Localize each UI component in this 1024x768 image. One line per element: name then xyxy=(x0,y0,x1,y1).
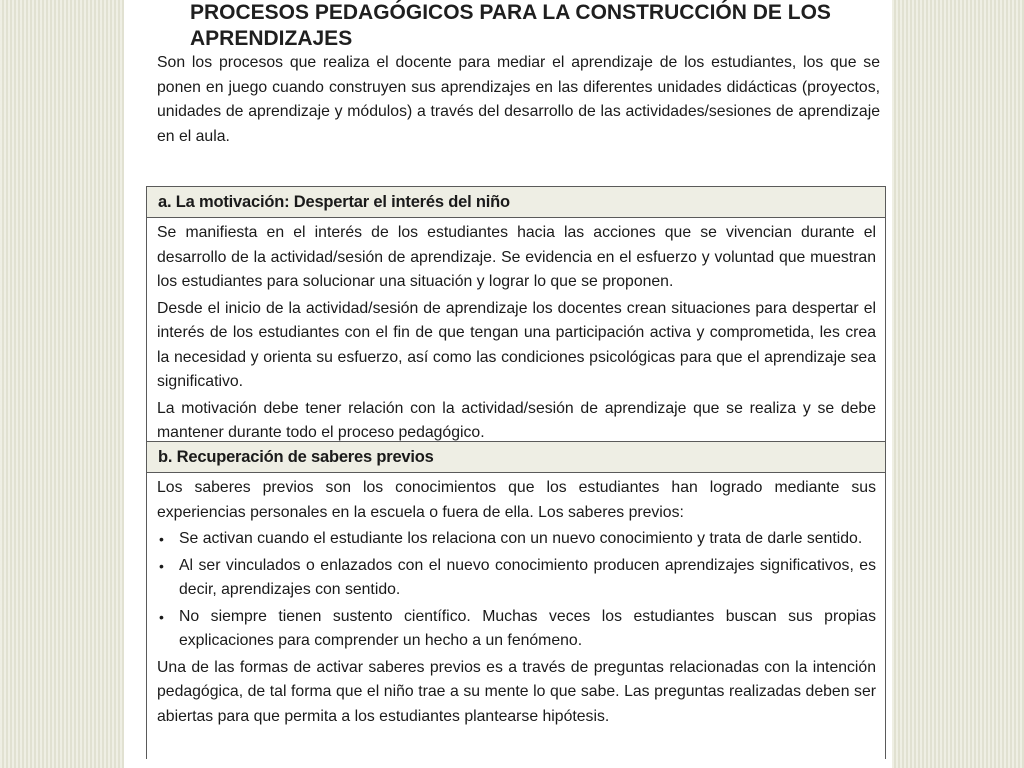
section-a-paragraph: Desde el inicio de la actividad/sesión de aprendizaje los docentes crean situaciones para despertar el interés de los estudiantes con el fin de que tengan una participación activa y comprometida, les crea la necesidad y orienta su esfuerzo, así como las condiciones psicológicas para que el aprendizaje sea significativo. xyxy=(157,299,876,390)
section-a-paragraph: La motivación debe tener relación con la actividad/sesión de aprendizaje que se realiza y se debe mantener durante todo el proceso pedagógico. xyxy=(157,399,876,441)
bullet-icon: • xyxy=(159,608,164,625)
bullet-icon: • xyxy=(159,557,164,574)
section-a-heading: a. La motivación: Despertar el interés del niño xyxy=(147,187,885,218)
section-b-closing: Una de las formas de activar saberes previos es a través de preguntas relacionadas con la intención pedagógica, de tal forma que el niño trae a su mente lo que sabe. Las preguntas realizadas deben ser abiertas para que permita a los estudiantes plantearse hipótesis. xyxy=(157,658,876,725)
left-background-stripe xyxy=(0,0,124,768)
bullet-icon: • xyxy=(159,531,164,547)
document-page xyxy=(124,0,892,768)
section-b-box xyxy=(146,441,886,759)
list-item-text: No siempre tienen sustento científico. Muchas veces los estudiantes buscan sus propias explicaciones para comprender un hecho a un fenómeno. xyxy=(179,607,876,649)
section-a-body xyxy=(147,218,885,450)
section-b-heading: b. Recuperación de saberes previos xyxy=(147,442,885,473)
section-a-box xyxy=(146,186,886,442)
list-item xyxy=(157,554,876,603)
saberes-previos-list xyxy=(157,527,876,654)
intro-paragraph: Son los procesos que realiza el docente para mediar el aprendizaje de los estudiantes, los que se ponen en juego cuando construyen sus aprendizajes en las diferentes unidades didácticas (proyectos, unidades de aprendizaje y módulos) a través del desarrollo de las actividades/sesiones de aprendizaje en el aula. xyxy=(157,54,880,145)
list-item-text: Se activan cuando el estudiante los relaciona con un nuevo conocimiento y trata de darle sentido. xyxy=(179,530,863,547)
right-background-stripe xyxy=(892,0,1024,768)
list-item-text: Al ser vinculados o enlazados con el nuevo conocimiento producen aprendizajes significativos, es decir, aprendizajes con sentido. xyxy=(179,556,876,598)
section-a-paragraph: Se manifiesta en el interés de los estudiantes hacia las acciones que se vivencian durante el desarrollo de la actividad/sesión de aprendizaje. Se evidencia en el esfuerzo y voluntad que muestran los estudiantes para solucionar una situación y lograr lo que se proponen. xyxy=(157,224,876,290)
section-b-body xyxy=(147,473,885,733)
list-item xyxy=(157,605,876,654)
page-title: PROCESOS PEDAGÓGICOS PARA LA CONSTRUCCIÓN DE LOS APRENDIZAJES xyxy=(190,1,831,50)
list-item xyxy=(157,527,876,552)
section-b-intro: Los saberes previos son los conocimientos que los estudiantes han logrado mediante sus experiencias personales en la escuela o fuera de ella. Los saberes previos: xyxy=(157,479,876,521)
